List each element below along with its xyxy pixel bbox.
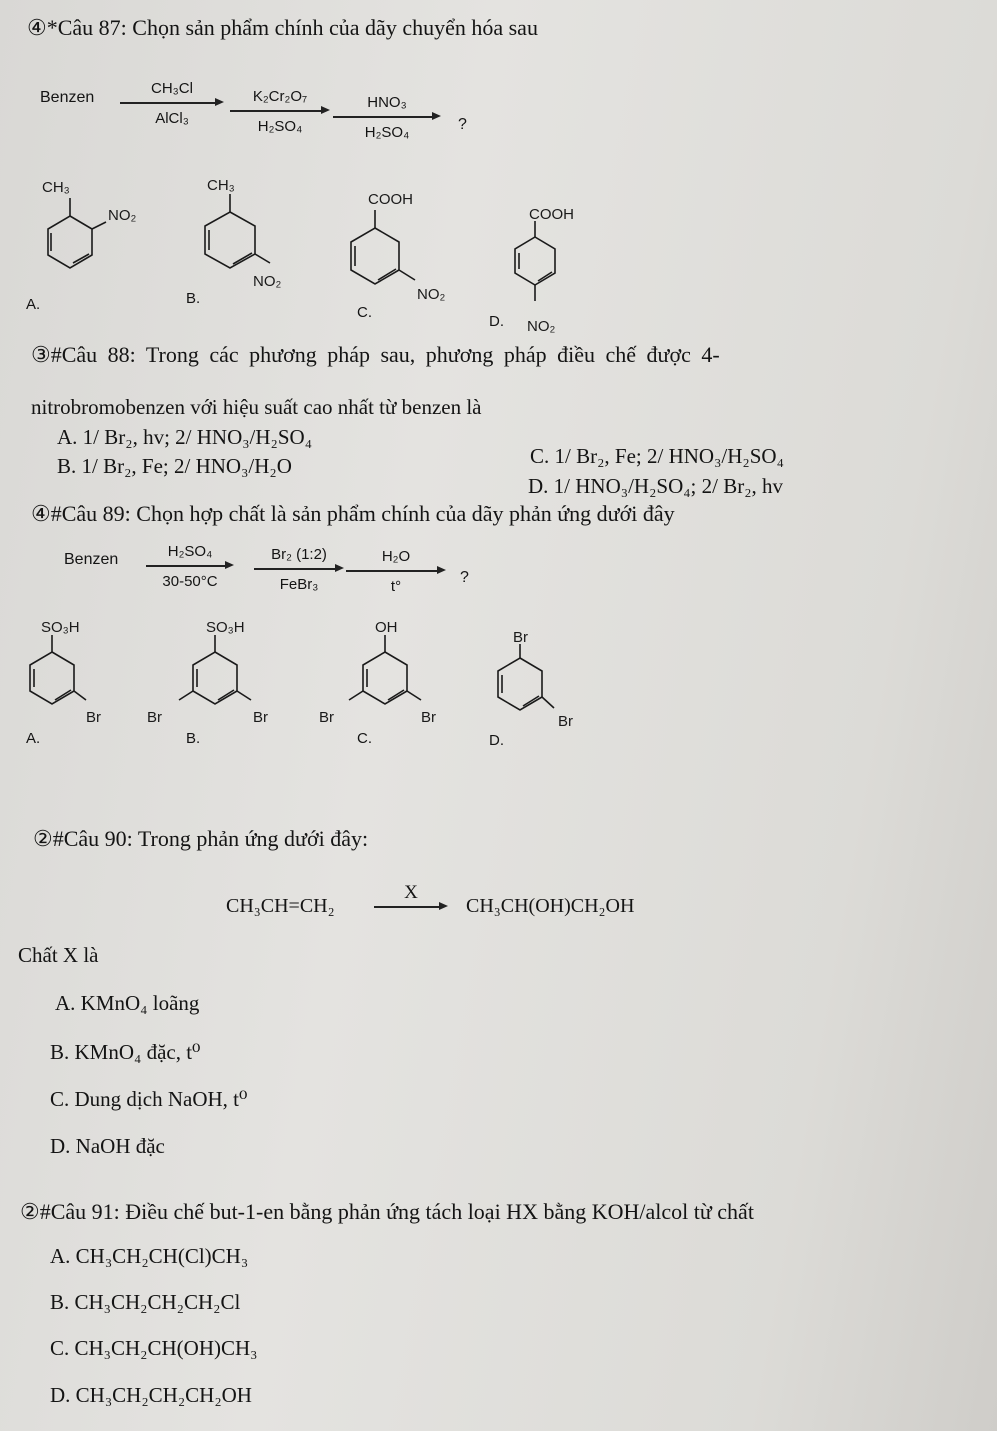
q91-option-b: B. CH₃CH₂CH₂CH₂Cl — [50, 1290, 241, 1314]
q87-option-a-structure — [20, 179, 137, 290]
q89-step2-catalyst: FeBr₃ — [279, 576, 319, 593]
q88-option-a: A. 1/ Br₂, hv; 2/ HNO₃/H₂SO₄ — [57, 425, 313, 449]
q89-a-bromo: Br — [86, 709, 101, 726]
q89-option-a-letter: A. — [26, 730, 41, 747]
q91-option-d: D. CH₃CH₂CH₂CH₂OH — [50, 1383, 252, 1407]
q87-option-b-letter: B. — [186, 290, 201, 307]
q88-option-d: D. 1/ HNO₃/H₂SO₄; 2/ Br₂, hv — [528, 474, 784, 498]
q91-option-a: A. CH₃CH₂CH(Cl)CH₃ — [50, 1244, 249, 1268]
q87-option-d-letter: D. — [489, 313, 504, 330]
q89-title: ④#Câu 89: Chọn hợp chất là sản phẩm chính của dãy phản ứng dưới đây — [31, 501, 675, 526]
q87-option-a-letter: A. — [26, 296, 41, 313]
q90-title: ②#Câu 90: Trong phản ứng dưới đây: — [33, 826, 369, 851]
q91-option-c: C. CH₃CH₂CH(OH)CH₃ — [50, 1336, 258, 1360]
q89-option-a-structure — [22, 618, 132, 738]
q87-d-carboxyl: COOH — [529, 206, 574, 223]
q89-b-bromo-right: Br — [253, 709, 268, 726]
q89-option-b-structure — [145, 618, 285, 738]
q87-title: ④*Câu 87: Chọn sản phẩm chính của dãy chuyển hóa sau — [27, 15, 538, 40]
q89-c-bromo-right: Br — [421, 709, 436, 726]
q89-a-sulfonic: SO₃H — [41, 619, 80, 636]
q87-option-d-structure — [505, 205, 615, 340]
q91-title: ②#Câu 91: Điều chế but-1-en bằng phản ứng tách loại HX bằng KOH/alcol từ chất — [20, 1199, 754, 1224]
q87-c-carboxyl: COOH — [368, 191, 413, 208]
q90-reactant: CH₃CH=CH₂ — [226, 895, 335, 917]
q90-product: CH₃CH(OH)CH₂OH — [466, 895, 635, 917]
q87-step2-reagent: K₂Cr₂O₇ — [252, 88, 308, 105]
q90-option-d: D. NaOH đặc — [50, 1134, 165, 1158]
q87-step3-catalyst: H₂SO₄ — [364, 124, 410, 141]
q87-start-benzen: Benzen — [40, 89, 95, 106]
q88-line-2: nitrobromobenzen với hiệu suất cao nhất từ benzen là — [31, 395, 482, 419]
q89-c-bromo-left: Br — [319, 709, 334, 726]
q89-option-c-letter: C. — [357, 730, 372, 747]
q87-product: ? — [458, 116, 467, 133]
q87-option-c-structure — [345, 192, 475, 312]
q87-option-b-structure — [180, 178, 300, 298]
q90-option-c: C. Dung dịch NaOH, t⁰ — [50, 1087, 248, 1111]
q89-step1-condition: 30-50°C — [162, 573, 218, 590]
q87-step3-reagent: HNO₃ — [367, 94, 407, 111]
q88-option-c: C. 1/ Br₂, Fe; 2/ HNO₃/H₂SO₄ — [530, 444, 784, 468]
q87-step1-catalyst: AlCl₃ — [155, 110, 189, 127]
q90-option-b: B. KMnO₄ đặc, t⁰ — [50, 1040, 201, 1064]
q90-option-a: A. KMnO₄ loãng — [55, 991, 200, 1015]
q88-option-b: B. 1/ Br₂, Fe; 2/ HNO₃/H₂O — [57, 454, 292, 478]
q87-a-methyl: CH₃ — [42, 179, 70, 196]
q89-b-bromo-left: Br — [147, 709, 162, 726]
q89-d-bromo-ortho: Br — [558, 713, 573, 730]
q89-c-hydroxyl: OH — [375, 619, 398, 636]
q89-option-b-letter: B. — [186, 730, 201, 747]
q90-question: Chất X là — [18, 943, 99, 967]
q87-step1-reagent: CH₃Cl — [151, 80, 193, 97]
q89-step3-condition: t° — [390, 578, 402, 595]
q89-b-sulfonic: SO₃H — [206, 619, 245, 636]
q89-d-bromo-top: Br — [513, 629, 528, 646]
q89-option-d-letter: D. — [489, 732, 504, 749]
q87-b-methyl: CH₃ — [207, 177, 235, 194]
q87-a-nitro: NO₂ — [108, 207, 137, 224]
q87-b-nitro: NO₂ — [253, 273, 282, 290]
q89-start-benzen: Benzen — [64, 551, 119, 568]
q88-line-1: ③#Câu 88: Trong các phương pháp sau, phương pháp điều chế được 4- — [31, 342, 720, 367]
q89-option-d-structure — [490, 628, 600, 748]
q87-d-nitro: NO₂ — [527, 318, 556, 335]
q89-step3-reagent: H₂O — [381, 548, 411, 565]
q89-step1-reagent: H₂SO₄ — [167, 543, 213, 560]
q89-option-c-structure — [315, 618, 455, 738]
q87-c-nitro: NO₂ — [417, 286, 446, 303]
q89-product: ? — [460, 569, 469, 586]
q90-reagent-x: X — [404, 882, 418, 903]
q87-step2-catalyst: H₂SO₄ — [257, 118, 303, 135]
q87-option-c-letter: C. — [357, 304, 372, 321]
q89-step2-reagent: Br₂ (1:2) — [271, 546, 327, 563]
